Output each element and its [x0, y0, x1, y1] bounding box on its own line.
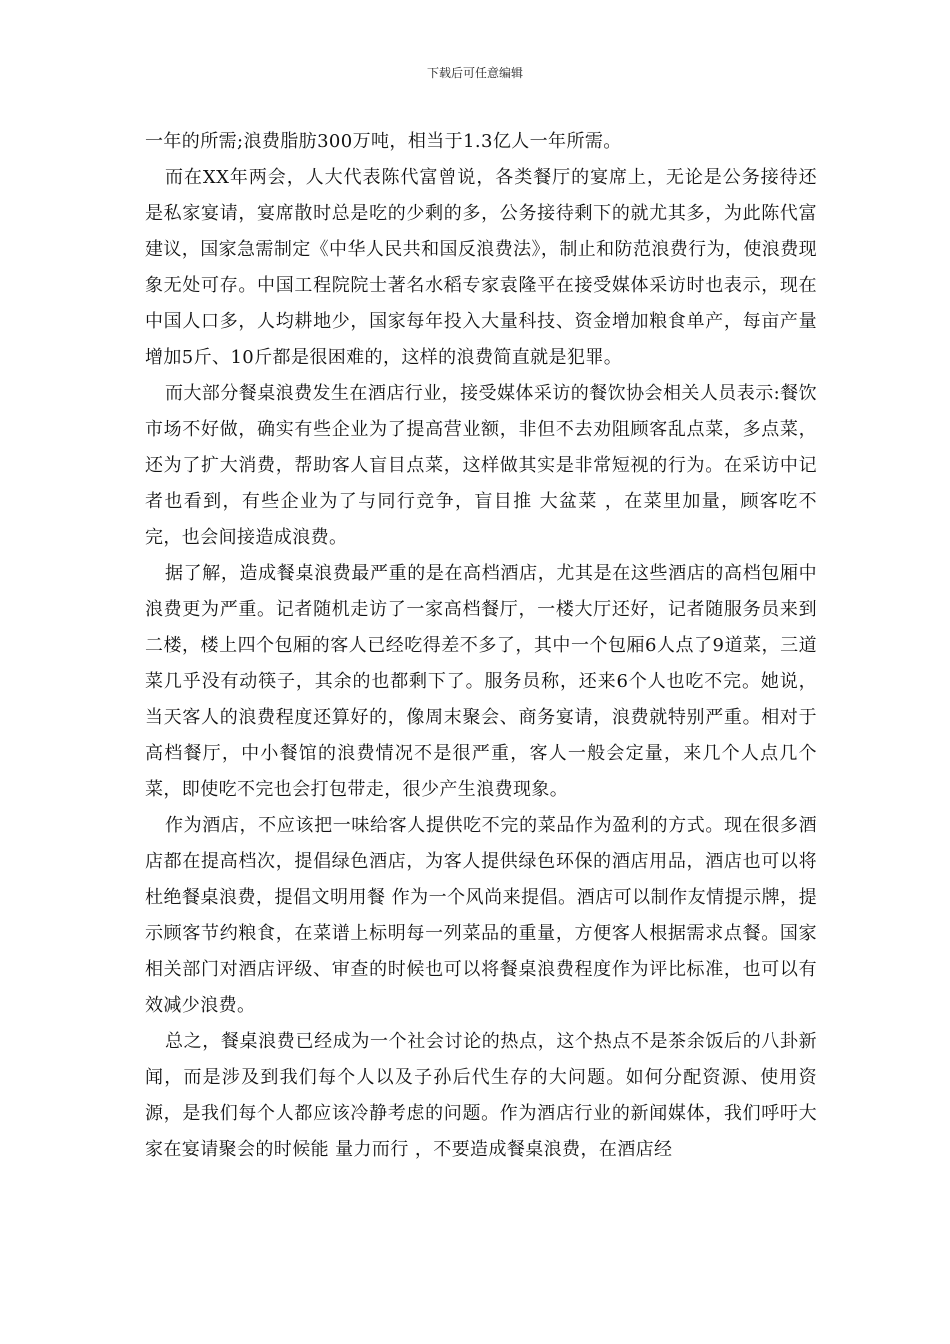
paragraph-high-end-restaurants: 据了解，造成餐桌浪费最严重的是在高档酒店，尤其是在这些酒店的高档包厢中浪费更为严重。记者随机走访了一家高档餐厅，一楼大厅还好，记者随服务员来到二楼，楼上四个包厢的客人已经吃得差不多了，其中一个包厢6人点了9道菜，三道菜几乎没有动筷子，其余的也都剩下了。服务员称，还来6个人也吃不完。她说，当天客人的浪费程度还算好的，像周末聚会、商务宴请，浪费就特别严重。相对于高档餐厅，中小餐馆的浪费情况不是很严重，客人一般会定量，来几个人点几个菜，即使吃不完也会打包带走，很少产生浪费现象。 [145, 563, 817, 800]
paragraph-conclusion: 总之，餐桌浪费已经成为一个社会讨论的热点，这个热点不是茶余饭后的八卦新闻，而是涉及到我们每个人以及子孙后代生存的大问题。如何分配资源、使用资源，是我们每个人都应该冷静考虑的问题。作为酒店行业的新闻媒体，我们呼吁大家在宴请聚会的时候能 量力而行 ，不要造成餐桌浪费，在酒店经 [145, 1031, 817, 1160]
paragraph-hotel-responsibility: 作为酒店，不应该把一味给客人提供吃不完的菜品作为盈利的方式。现在很多酒店都在提高档次，提倡绿色酒店，为客人提供绿色环保的酒店用品，酒店也可以将 杜绝餐桌浪费，提倡文明用餐 作为一个风尚来提倡。酒店可以制作友情提示牌，提示顾客节约粮食，在菜谱上标明每一列菜品的重量，方便客人根据需求点餐。国家相关部门对酒店评级、审查的时候也可以将餐桌浪费程度作为评比标准，也可以有效减少浪费。 [145, 815, 817, 1016]
page-header: 下载后可任意编辑 [426, 66, 523, 80]
paragraph-two-sessions: 而在XX年两会，人大代表陈代富曾说，各类餐厅的宴席上，无论是公务接待还是私家宴请，宴席散时总是吃的少剩的多，公务接待剩下的就尤其多，为此陈代富建议，国家急需制定《中华人民共和国反浪费法》，制止和防范浪费行为，使浪费现象无处可存。中国工程院院士著名水稻专家袁隆平在接受媒体采访时也表示，现在中国人口多，人均耕地少，国家每年投入大量科技、资金增加粮食单产，每亩产量增加5斤、10斤都是很困难的，这样的浪费简直就是犯罪。 [145, 167, 817, 368]
document-body [145, 124, 817, 1168]
paragraph-hotel-industry: 而大部分餐桌浪费发生在酒店行业，接受媒体采访的餐饮协会相关人员表示:餐饮市场不好做，确实有些企业为了提高营业额，非但不去劝阻顾客乱点菜，多点菜，还为了扩大消费，帮助客人盲目点菜，这样做其实是非常短视的行为。在采访中记者也看到，有些企业为了与同行竞争，盲目推 大盆菜 ，在菜里加量，顾客吃不完，也会间接造成浪费。 [145, 383, 817, 548]
paragraph-continuation: 一年的所需;浪费脂肪300万吨，相当于1.3亿人一年所需。 [145, 131, 622, 152]
